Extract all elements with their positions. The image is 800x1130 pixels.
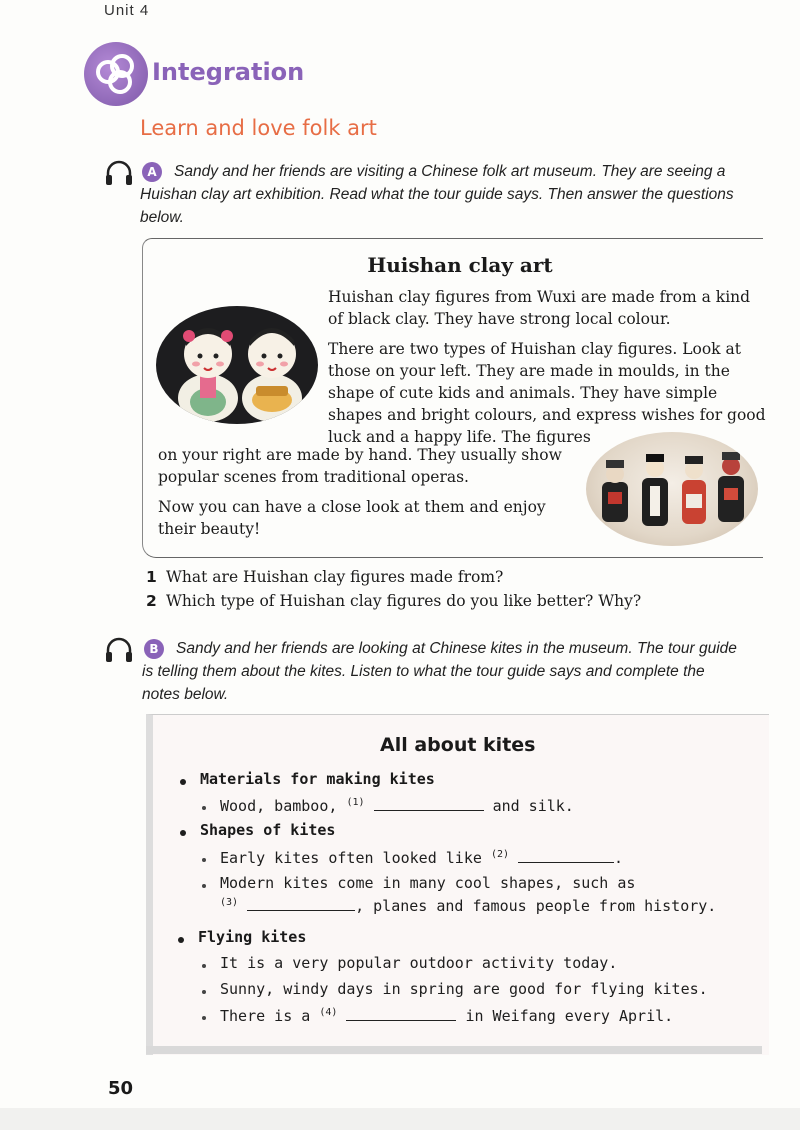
blank-number: (1) — [346, 797, 365, 808]
notes-heading-flying: Flying kites — [198, 928, 307, 946]
notes-heading-shapes: Shapes of kites — [200, 821, 336, 839]
headphone-icon-a[interactable] — [104, 160, 134, 190]
lesson-subtitle: Learn and love folk art — [140, 116, 377, 140]
instruction-line: below. — [140, 209, 184, 226]
note-item-5: Sunny, windy days in spring are good for flying kites. — [220, 980, 708, 998]
sub-bullet — [202, 964, 206, 968]
text-line: shape of cute kids and animals. They have simple — [328, 384, 718, 402]
blank-number: (3) — [220, 897, 239, 908]
note-item-1 — [220, 796, 574, 815]
note-text: in Weifang every April. — [465, 1007, 674, 1025]
text-line: Huishan clay figures from Wuxi are made from a kind — [328, 288, 751, 306]
page-number: 50 — [108, 1078, 134, 1099]
note-text: and silk. — [492, 797, 574, 815]
blank-number: (4) — [319, 1007, 338, 1018]
note-text: . — [614, 849, 624, 867]
note-item-4: It is a very popular outdoor activity today. — [220, 954, 618, 972]
notes-box-edge — [146, 1046, 762, 1054]
notes-title: All about kites — [380, 734, 536, 756]
question-1 — [146, 568, 503, 586]
part-a-badge: A — [142, 162, 162, 182]
text-line: popular scenes from traditional operas. — [158, 468, 469, 486]
instruction-line: notes below. — [142, 686, 229, 703]
instruction-line: Huishan clay art exhibition. Read what the tour guide says. Then answer the questions — [140, 186, 734, 203]
note-item-6 — [220, 1006, 673, 1025]
sub-bullet — [202, 884, 206, 888]
unit-label: Unit 4 — [104, 2, 150, 19]
question-text: What are Huishan clay figures made from? — [166, 568, 504, 586]
headphone-icon-b[interactable] — [104, 637, 134, 667]
bullet — [180, 779, 186, 785]
part-a-instruction — [140, 160, 760, 229]
question-2 — [146, 592, 641, 610]
question-number: 1 — [146, 568, 157, 586]
text-line: Now you can have a close look at them and enjoy — [158, 498, 546, 516]
text-line: of black clay. They have strong local colour. — [328, 310, 671, 328]
bullet — [180, 830, 186, 836]
sub-bullet — [202, 1016, 206, 1020]
instruction-line: is telling them about the kites. Listen to what the tour guide says and complete the — [142, 663, 705, 680]
sub-bullet — [202, 858, 206, 862]
sub-bullet — [202, 990, 206, 994]
bullet — [178, 937, 184, 943]
text-line: on your right are made by hand. They usually show — [158, 446, 562, 464]
opera-figures-photo — [586, 432, 758, 546]
text-line: luck and a happy life. The figures — [328, 428, 591, 446]
note-item-2 — [220, 848, 623, 867]
article-title: Huishan clay art — [367, 253, 553, 277]
text-line: There are two types of Huishan clay figures. Look at — [328, 340, 741, 358]
note-text: Early kites often looked like — [220, 849, 482, 867]
note-text: Wood, bamboo, — [220, 797, 338, 815]
text-line: shapes and bright colours, and express wishes for good — [328, 406, 766, 424]
part-b-badge: B — [144, 639, 164, 659]
answer-blank-1[interactable] — [374, 796, 484, 811]
instruction-line: Sandy and her friends are visiting a Chinese folk art museum. They are seeing a — [174, 163, 726, 180]
article-paragraph-2a — [328, 338, 766, 448]
note-text: There is a — [220, 1007, 311, 1025]
integration-icon — [84, 42, 148, 106]
section-title: Integration — [152, 58, 305, 86]
part-b-instruction — [142, 637, 762, 706]
instruction-line: Sandy and her friends are looking at Chinese kites in the museum. The tour guide — [176, 640, 737, 657]
answer-blank-2[interactable] — [518, 848, 614, 863]
sub-bullet — [202, 806, 206, 810]
clay-kids-photo — [156, 306, 318, 424]
page-bottom-edge — [0, 1108, 800, 1130]
article-paragraph-2b — [158, 444, 562, 488]
question-number: 2 — [146, 592, 157, 610]
note-text: Modern kites come in many cool shapes, such as — [220, 874, 636, 892]
answer-blank-4[interactable] — [346, 1006, 456, 1021]
note-item-3 — [220, 874, 716, 915]
blank-number: (2) — [490, 849, 509, 860]
text-line: those on your left. They are made in moulds, in the — [328, 362, 730, 380]
answer-blank-3[interactable] — [247, 896, 355, 911]
article-paragraph-3 — [158, 496, 546, 540]
note-text: , planes and famous people from history. — [355, 897, 717, 915]
question-text: Which type of Huishan clay figures do you like better? Why? — [166, 592, 642, 610]
notes-heading-materials: Materials for making kites — [200, 770, 435, 788]
article-paragraph-1 — [328, 286, 750, 330]
text-line: their beauty! — [158, 520, 261, 538]
